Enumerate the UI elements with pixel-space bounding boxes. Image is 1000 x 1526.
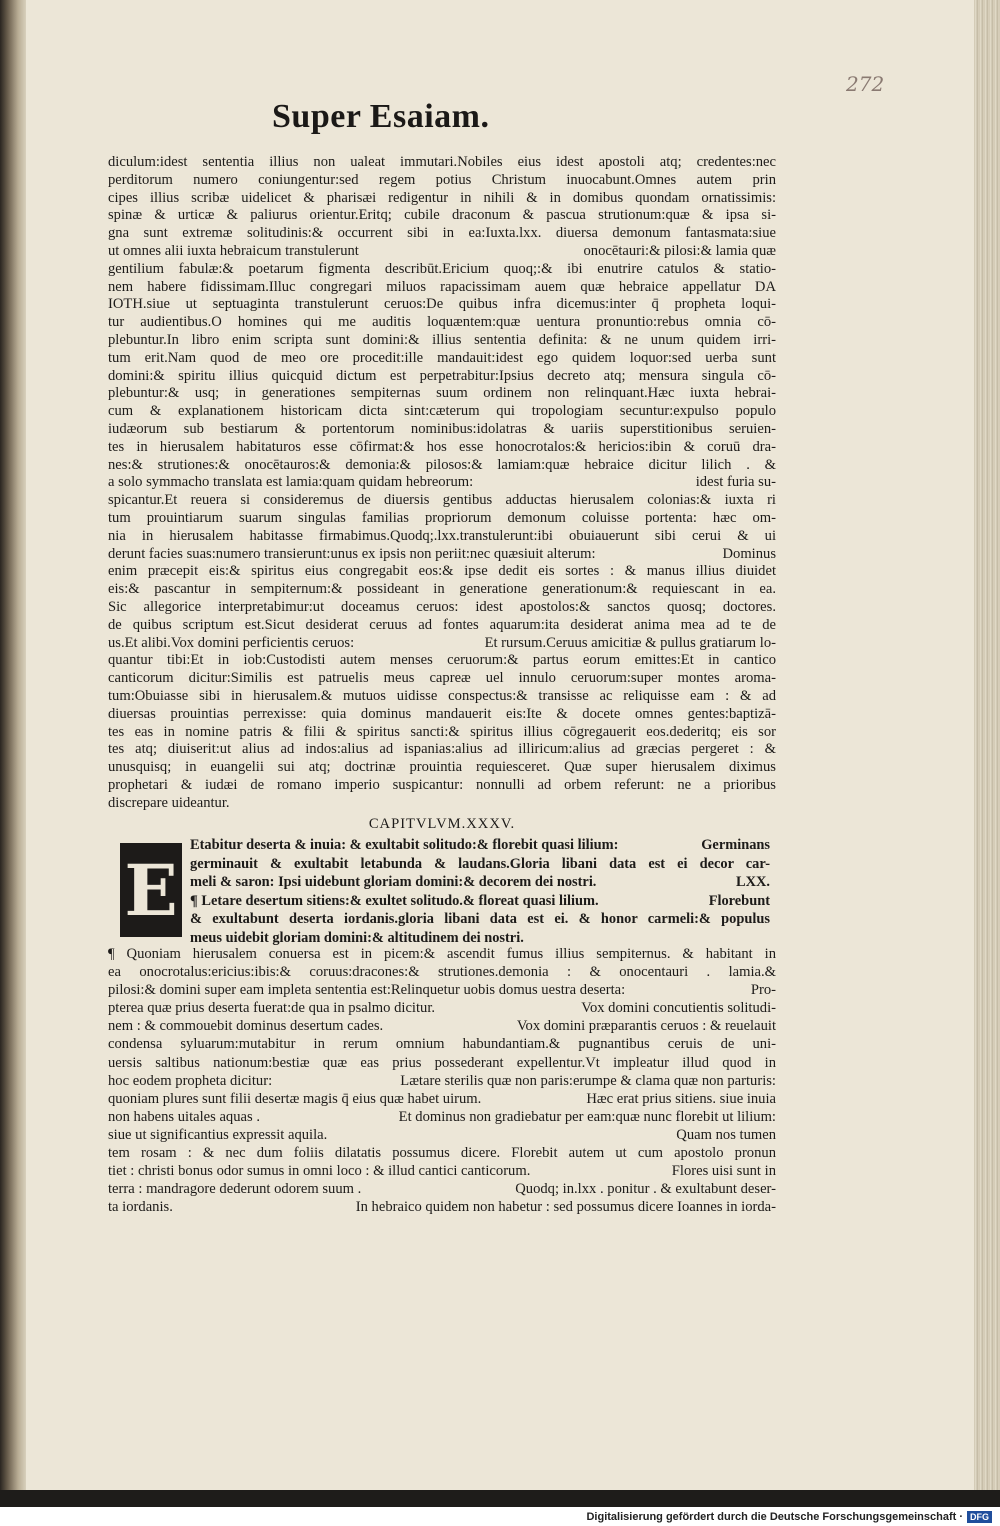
text-segment: In hebraico quidem non habetur : sed possumus dicere Ioannes in iorda- (355, 1199, 776, 1216)
text-segment: quoniam plures sunt filii desertæ magis q̄ eius quæ habet uirum. (108, 1090, 482, 1107)
text-line (108, 1072, 776, 1090)
text-segment: tum:Obuiasse sibi in hierusalem.& mutuos uidisse conspectus:& transisse ac reliquisse eam : & ad (108, 687, 776, 704)
text-line (108, 777, 776, 795)
text-line (108, 741, 776, 759)
chapter-heading: CAPITVLVM.XXXV. (368, 816, 516, 832)
text-line (190, 892, 770, 911)
commentary-text-block (108, 945, 776, 1216)
text-line (108, 1090, 776, 1108)
text-line (108, 1180, 776, 1198)
text-line (108, 1035, 776, 1053)
text-segment: diuersas prouintias perrexisse: quia dominus mandauerit eis:Ite & docete omnes gentes:baptizā- (108, 705, 776, 722)
text-segment: LXX. (736, 874, 770, 890)
text-segment: tem rosam : & nec dum foliis dilatatis possumus dicere. Florebit autem ut cum apostolo pronun (108, 1145, 776, 1162)
text-line (108, 421, 776, 439)
text-segment: ¶ Quoniam hierusalem conuersa est in picem:& ascendit fumus illius sempiternus. & habitant in (108, 946, 776, 962)
text-line (190, 873, 770, 892)
text-segment: discrepare uideantur. (108, 794, 230, 811)
text-segment: diculum:idest sententia illius non ualeat immutari.Nobiles eius idest apostoli atq; credentes:nec (108, 154, 776, 170)
text-line (108, 999, 776, 1017)
text-segment: onocētauri:& pilosi:& lamia quæ (583, 242, 776, 259)
book-spine (0, 0, 26, 1490)
text-line (108, 599, 776, 617)
text-segment: Dominus (722, 545, 776, 562)
text-line (108, 652, 776, 670)
text-segment: Et rursum.Ceruus amicitiæ & pullus gratiarum lo- (484, 634, 776, 651)
text-segment: Vox domini concutientis solitudi- (581, 1000, 776, 1017)
text-line (108, 1054, 776, 1072)
page-stack-edge (974, 0, 1000, 1490)
dfg-logo: DFG (967, 1511, 992, 1523)
text-line (108, 528, 776, 546)
text-line (108, 1108, 776, 1126)
text-segment: nem : & commouebit dominus desertum cades. (108, 1018, 384, 1035)
text-line (108, 581, 776, 599)
text-line (190, 855, 770, 874)
text-line (108, 1017, 776, 1035)
text-segment: cum & explanationem historicam dicta sint:cæterum qui tropologiam secuntur:expulso populo (108, 403, 776, 420)
text-segment: uersis saltibus nationum:bestiæ quæ eas prius possederant expellentur.Vt impleatur illud quod in (108, 1054, 776, 1071)
text-segment: Hæc erat prius sitiens. siue inuia (586, 1090, 776, 1107)
text-line (108, 243, 776, 261)
text-segment: Quam nos tumen (676, 1126, 776, 1143)
main-text-block (108, 154, 776, 812)
text-segment: us.Et alibi.Vox domini perficientis ceruos: (108, 634, 355, 651)
text-segment: Pro- (750, 982, 776, 999)
text-segment: ea onocrotalus:ericius:ibis:& coruus:dracones:& strutiones.demonia : & onocentauri . lamia.& (108, 964, 776, 981)
text-line (108, 154, 776, 172)
text-line (108, 563, 776, 581)
text-line (108, 510, 776, 528)
text-segment: Vox domini præparantis ceruos : & reuelauit (516, 1018, 776, 1035)
text-segment: plebuntur:& usq; in generationes sempiternas suum ordinem non relinquant.Hæc iuxta hebrai- (108, 385, 776, 402)
text-segment: Etabitur deserta & inuia: & exultabit solitudo:& florebit quasi lilium: (190, 837, 619, 853)
footer-credit: Digitalisierung gefördert durch die Deutsche Forschungsgemeinschaft · (586, 1510, 963, 1523)
text-line (108, 207, 776, 225)
text-segment: non habens uitales aquas . (108, 1108, 260, 1125)
text-segment: nia in hierusalem habitasse firmabimus.Quodq;.lxx.transtulerunt:ibi obuiauerunt sibi cerui & ui (108, 527, 776, 544)
text-segment: domini:& spiritu illius quicquid dictum est perpetrabitur:Ipsius decreto atq; mensura singula cō- (108, 367, 776, 384)
text-line (108, 795, 776, 813)
gothic-scripture-block (190, 836, 770, 947)
text-segment: Germinans (701, 837, 770, 853)
text-segment: quantur tibi:Et in iob:Custodisti autem menses ceruorum:& partus eorum emittes:Et in cantico (108, 652, 776, 669)
text-segment: gna sunt extremæ solitudinis:& occurrent sibi in ea:Iuxta.lxx. diuersa demonum fantasmata:siue (108, 225, 776, 242)
text-line (108, 368, 776, 386)
text-segment: derunt facies suas:numero transierunt:unus ex ipsis non periit:nec quæsiuit alterum: (108, 545, 596, 562)
text-line (108, 385, 776, 403)
text-segment: condensa syluarum:mutabitur in rerum omnium habundantiam.& pugnantibus ceruis de uni- (108, 1036, 776, 1053)
text-segment: eis:& pascantur in sempiternum:& possideant in generatione generationum:& requiescant in ea. (108, 581, 776, 598)
text-line (108, 635, 776, 653)
text-line (108, 1144, 776, 1162)
text-segment: Lætare sterilis quæ non paris:erumpe & clama quæ non parturis: (400, 1072, 776, 1089)
text-segment: Florebunt (708, 892, 770, 909)
text-line (108, 225, 776, 243)
text-line (108, 617, 776, 635)
text-segment: perditorum numero coniungentur:sed regem potius Christum inuocabunt.Omnes autem prin (108, 171, 776, 188)
text-segment: meus uidebit gloriam domini:& altitudinem dei nostri. (190, 929, 524, 946)
running-title: Super Esaiam. (272, 98, 490, 135)
text-segment: canticorum dicitur:Similis est patruelis meus capreæ uel innulo ceruorum:super montes aroma- (108, 670, 776, 687)
text-segment: enim præcepit eis:& spiritus eius congregabit eos:& ipse dedit eis sortes : & manus illius diuidet (108, 563, 776, 580)
text-line (108, 314, 776, 332)
text-segment: unusquisq; in euangelii sui atq; doctrinæ prouintia requiesceret. Quæ super hierusalem diximus (108, 759, 776, 776)
text-line (108, 172, 776, 190)
text-segment: & exultabunt deserta iordanis.gloria libani data est ei. & honor carmeli:& populus (190, 911, 770, 927)
decorated-initial: E (120, 843, 182, 937)
scan-border (0, 1490, 1000, 1507)
text-line (108, 706, 776, 724)
text-segment: IOTH.siue ut septuaginta transtulerunt ceruos:De quibus infra dicemus:inter q̄ propheta loqui- (108, 296, 776, 313)
text-segment: pterea quæ prius deserta fuerat:de qua in psalmo dicitur. (108, 1000, 436, 1017)
text-line (108, 1126, 776, 1144)
text-segment: tes in hierusalem habitaturos esse cōfirmat:& hos esse honocrotalos:& hericios:ibin & coruū dra- (108, 438, 776, 455)
text-segment: terra : mandragore dederunt odorem suum . (108, 1181, 362, 1198)
text-line (108, 457, 776, 475)
text-line (108, 279, 776, 297)
text-segment: nes:& strutiones:& onocētauros:& demonia:& pilosos:& lamiam:quæ hebraice dicitur lilich . & (108, 456, 776, 473)
text-line (108, 759, 776, 777)
text-segment: hoc eodem propheta dicitur: (108, 1072, 273, 1089)
text-line (108, 474, 776, 492)
text-segment: Flores uisi sunt in (671, 1163, 776, 1180)
text-segment: pilosi:& domini super eam impleta sententia est:Relinquetur uobis domus uestra deserta: (108, 982, 626, 999)
text-line (190, 836, 770, 855)
text-segment: tes atq; diuiserit:ut alius ad indos:alius ad ispanias:alius ad illiricum:alius ad græcias pergeret : & (108, 741, 776, 758)
text-segment: a solo symmacho translata est lamia:quam quidam hebreorum: (108, 474, 474, 491)
text-line (108, 546, 776, 564)
text-segment: tur audientibus.O homines qui me auditis loquæntem:quæ uentura pronuntio:rebus omnia cō- (108, 314, 776, 331)
text-line (108, 261, 776, 279)
text-segment: meli & saron: Ipsi uidebunt gloriam domini:& decorem dei nostri. (190, 874, 597, 890)
text-line (108, 1162, 776, 1180)
text-segment: plebuntur.In libro enim scripta sunt domini:& illius sententia definita: & ne unum quidem irri- (108, 331, 776, 348)
text-segment: tum erit.Nam quod de meo ore procedit:ille mandauit:idest ego quidem loquor:sed uerba sunt (108, 349, 776, 366)
text-line (108, 403, 776, 421)
handwritten-page-number: 272 (846, 72, 885, 96)
text-line (108, 332, 776, 350)
text-line (108, 296, 776, 314)
text-segment: siue ut significantius expressit aquila. (108, 1126, 328, 1143)
text-segment: ta iordanis. (108, 1199, 173, 1216)
text-segment: tum prouintiarum suarum singulas familias propriorum demonum coluisse portenta: hæc om- (108, 509, 776, 526)
text-segment: Quodq; in.lxx . ponitur . & exultabunt deser- (515, 1181, 776, 1198)
text-segment: gentilium fabulæ:& poetarum figmenta describūt.Ericium quoq;:& ibi enutrire catulos & statio- (108, 260, 776, 277)
text-line (108, 724, 776, 742)
text-line (108, 1198, 776, 1216)
text-line (190, 910, 770, 929)
text-segment: tes eas in nomine patris & filii & spiritus sancti:& spiritus illius cōgregauerit eos.dederitq; eis sor (108, 723, 776, 740)
text-segment: nem habere fidissimam.Illuc congregari miluos rapacissimam auem quæ hebraice appellatur DA (108, 278, 776, 295)
text-line (108, 688, 776, 706)
text-segment: cipes illius scribæ uidelicet & pharisæi redigentur in nihili & in domibus quondam ornatissimis: (108, 189, 776, 206)
footer (0, 1507, 1000, 1526)
text-line (108, 945, 776, 963)
text-segment: prophetari & iudæi de romano imperio suspicantur: nonnulli ad orbem referunt: ne a prioribus (108, 776, 776, 793)
text-segment: spinæ & urticæ & paliurus orientur.Eritq; cubile draconum & pascua strutionum:quæ & ipsa si- (108, 207, 776, 224)
text-line (108, 350, 776, 368)
text-segment: Sic allegorice interpretabimur:ut doceamus ceruos: idest apostolos:& sanctos quosq; doctores. (108, 598, 776, 615)
text-segment: Et dominus non gradiebatur per eam:quæ nunc florebit ut lilium: (398, 1108, 776, 1125)
text-segment: tiet : christi bonus odor sumus in omni loco : & illud cantici canticorum. (108, 1163, 531, 1180)
text-line (108, 963, 776, 981)
text-line (108, 981, 776, 999)
text-segment: idest furia su- (695, 474, 776, 491)
text-segment: spicantur.Et reuera si consideremus de diuersis gentibus adductas hierusalem colonias:& iuxta ri (108, 492, 776, 509)
text-line (108, 439, 776, 457)
text-line (108, 670, 776, 688)
text-segment: ¶ Letare desertum sitiens:& exultet solitudo.& floreat quasi lilium. (190, 892, 599, 909)
text-segment: ut omnes alii iuxta hebraicum transtulerunt (108, 242, 359, 259)
text-segment: iudæorum sub bestiarum & portentorum nominibus:idolatras & uariis superstitionibus seruien- (108, 420, 776, 437)
text-segment: germinauit & exultabit letabunda & laudans.Gloria libani data est ei decor car- (190, 855, 770, 872)
text-line (108, 492, 776, 510)
text-segment: de quibus scriptum est.Sicut desiderat ceruus ad fontes aquarum:ita desiderat anima mea ad te de (108, 616, 776, 633)
text-line (108, 190, 776, 208)
